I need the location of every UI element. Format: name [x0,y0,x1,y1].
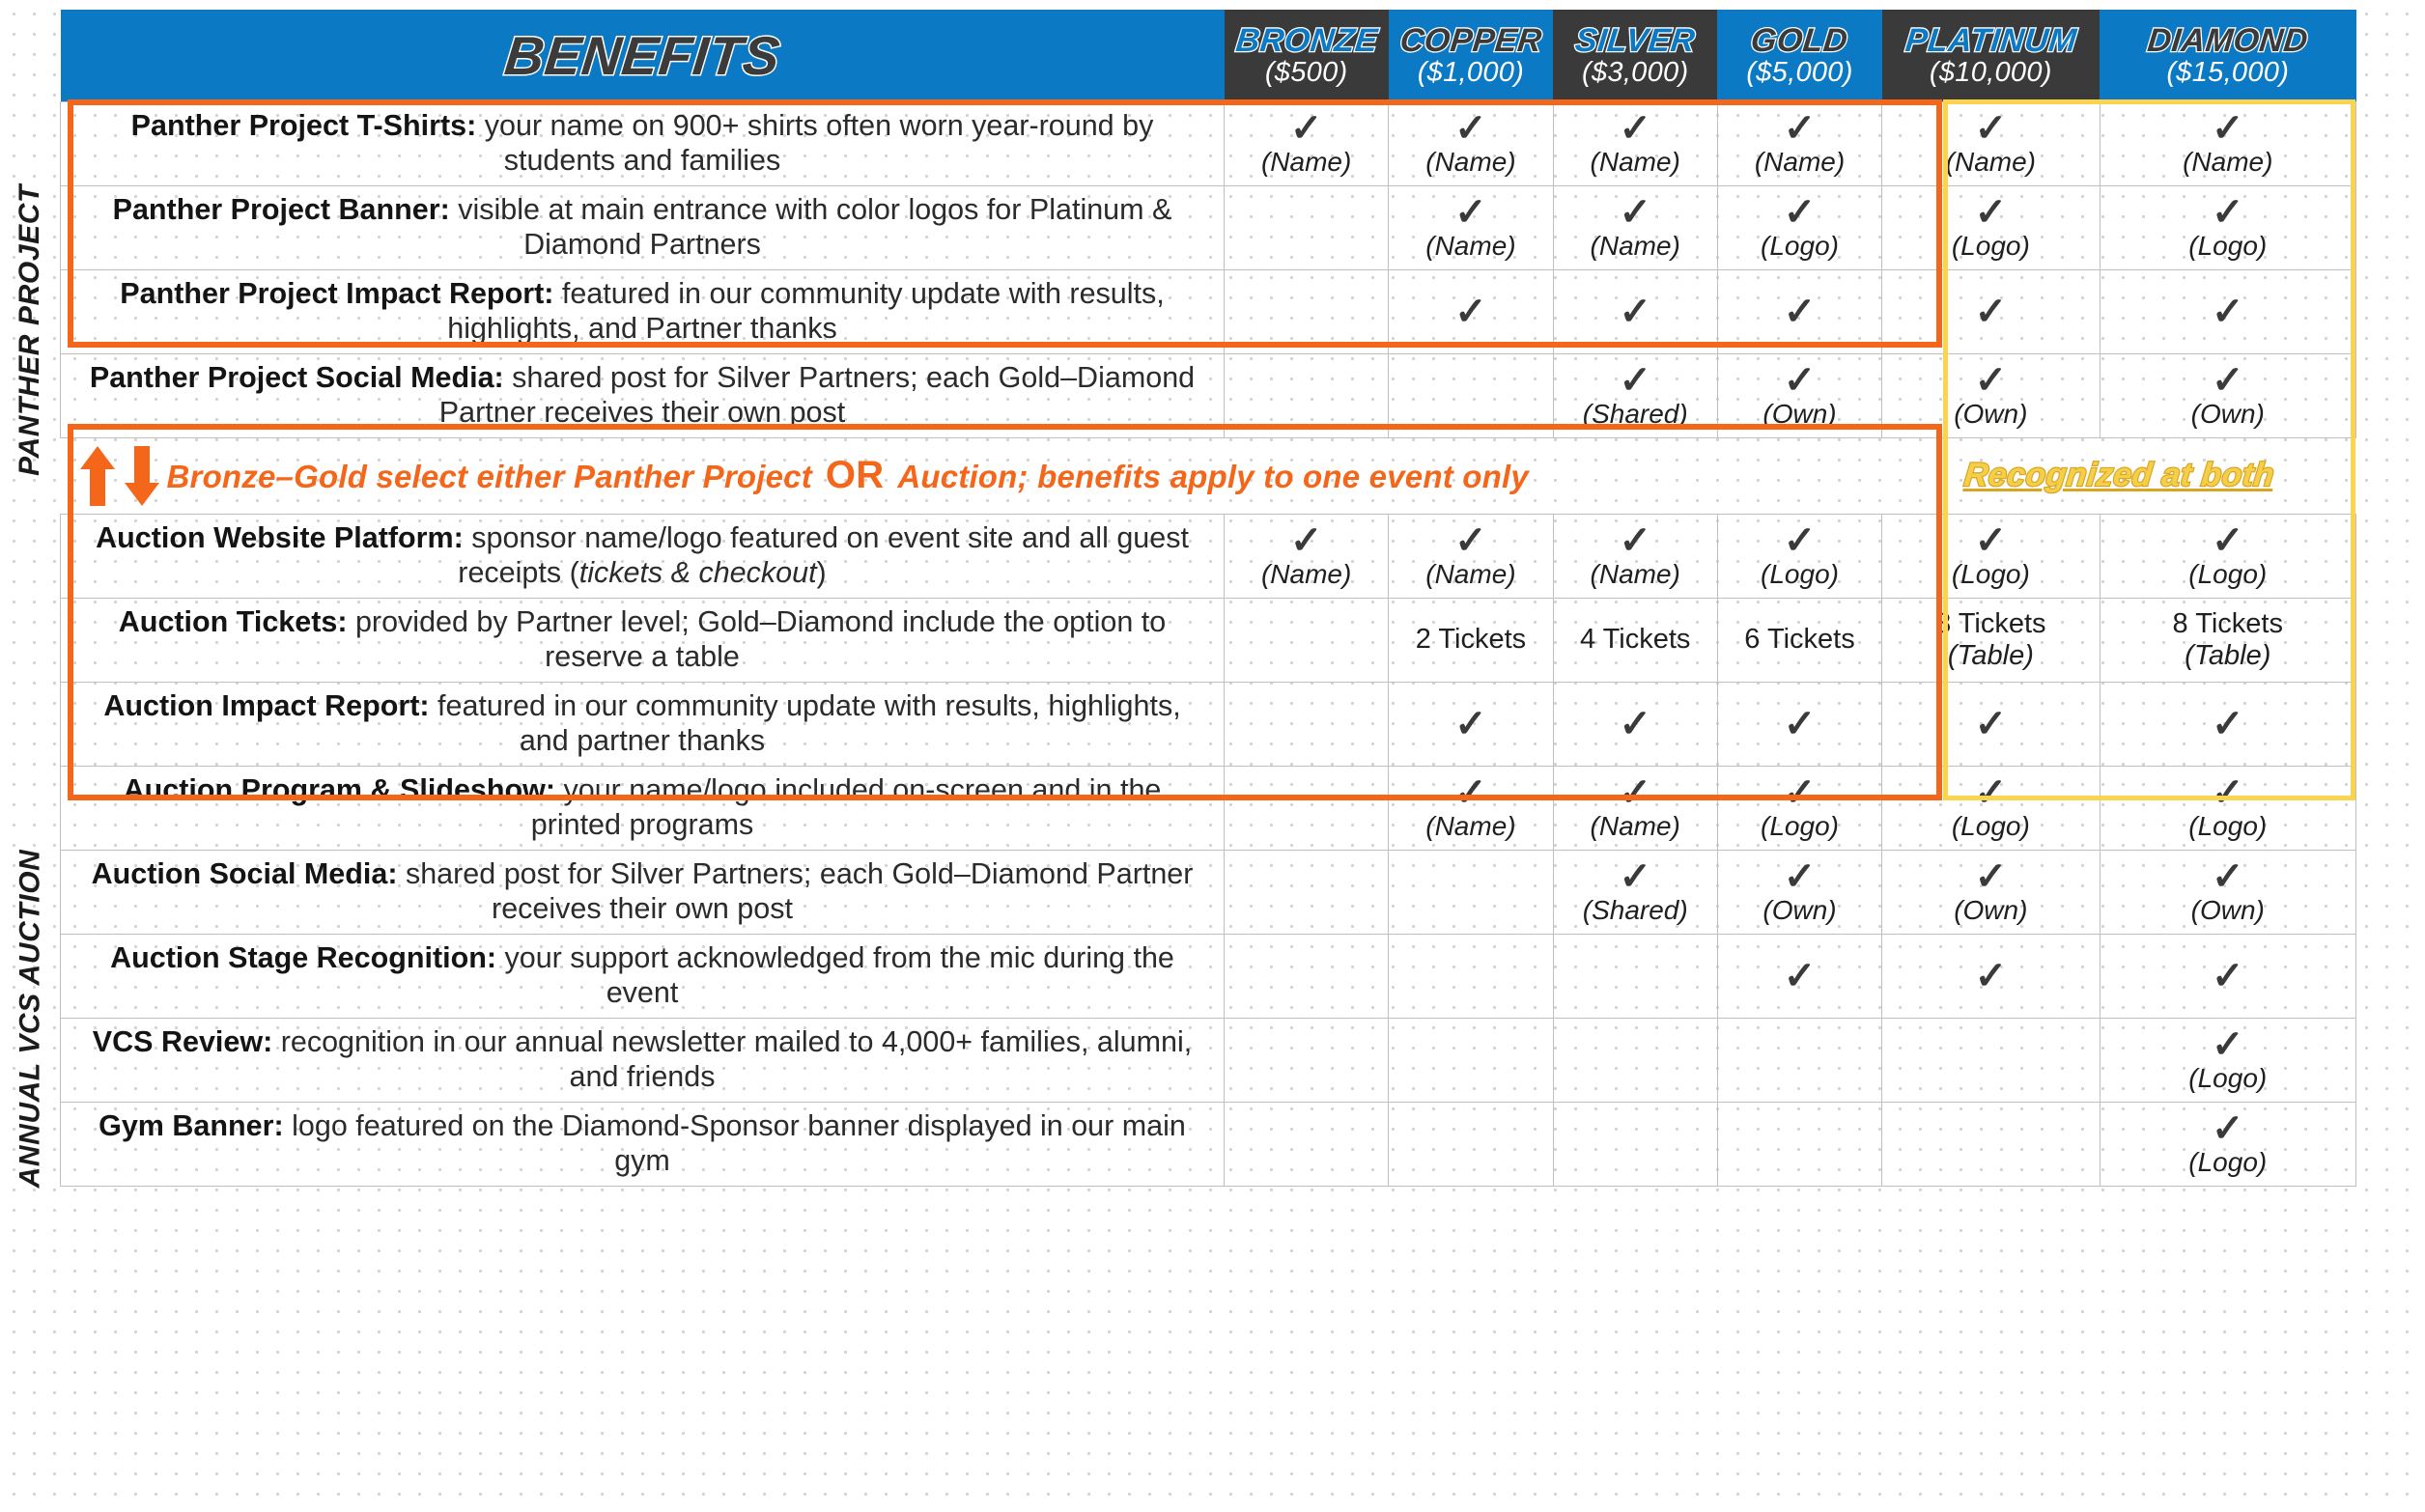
cell-copper [1389,766,1553,850]
benefit-body: featured in our community update with results, highlights, and Partner thanks [447,276,1165,345]
check-icon: ✓ [1974,771,2008,815]
cell-gold [1717,353,1881,437]
header-tier-bronze-price: ($500) [1264,56,1348,88]
table-row [61,766,2356,850]
cell-bronze [1225,934,1389,1018]
or-divider-row [61,437,2356,514]
cell-diamond [2100,1102,2355,1186]
recognized-at-both-label: Recognized at both [1961,457,2276,493]
table-row [61,850,2356,934]
table-row [61,353,2356,437]
table-row [61,1018,2356,1102]
cell-bronze [1225,766,1389,850]
cell-sublabel: (Own) [1762,895,1837,926]
cell-bronze [1225,682,1389,766]
header-tier-silver-price: ($3,000) [1582,56,1689,88]
cell-platinum [1882,353,2100,437]
check-icon: ✓ [2212,359,2244,403]
check-icon: ✓ [1619,290,1651,333]
cell-diamond [2100,598,2355,682]
benefit-desc-panther-social-media [61,353,1225,437]
check-icon: ✓ [1974,290,2008,333]
cell-diamond [2100,353,2355,437]
cell-copper [1389,1102,1553,1186]
benefit-title: Panther Project T-Shirts: [130,108,477,142]
header-tier-gold-price: ($5,000) [1746,56,1853,88]
cell-copper [1389,850,1553,934]
cell-silver [1553,185,1717,269]
benefit-desc-gym-banner [61,1102,1225,1186]
check-icon: ✓ [2212,702,2244,745]
check-icon: ✓ [1974,107,2008,151]
cell-silver [1553,598,1717,682]
check-icon: ✓ [1289,519,1323,563]
check-icon: ✓ [1783,702,1817,745]
check-icon: ✓ [1783,771,1817,815]
check-icon: ✓ [1619,359,1651,403]
header-tier-copper-price: ($1,000) [1417,56,1525,88]
updown-arrows [74,446,167,506]
cell-silver [1553,934,1717,1018]
benefit-body-italic: tickets & checkout [578,555,817,589]
cell-bronze [1225,850,1389,934]
arrow-down-icon [123,446,161,506]
check-icon: ✓ [1974,702,2008,745]
check-icon: ✓ [1619,855,1651,899]
cell-sublabel: (Logo) [1951,231,2030,262]
benefit-body: featured in our community update with results, highlights, and partner thanks [429,688,1181,757]
table-row [61,934,2356,1018]
cell-value: 6 Tickets [1744,624,1855,656]
cell-sublabel: (Name) [1590,811,1680,842]
cell-sublabel: (Logo) [1761,559,1839,590]
check-icon: ✓ [1454,107,1487,151]
cell-sublabel: (Name) [1754,147,1846,178]
table-row [61,185,2356,269]
benefit-desc-panther-tshirts [61,101,1225,185]
cell-sublabel: (Logo) [1951,811,2030,842]
cell-bronze [1225,101,1389,185]
cell-sublabel: (Logo) [2188,231,2268,262]
check-icon: ✓ [1454,290,1487,333]
cell-gold [1717,101,1881,185]
cell-copper [1389,185,1553,269]
benefit-body: your name on 900+ shirts often worn year-round by students and families [476,108,1154,177]
check-icon: ✓ [1619,702,1651,745]
benefit-title: Auction Impact Report: [103,688,430,722]
cell-sublabel: (Name) [1425,559,1516,590]
cell-diamond [2100,682,2355,766]
cell-sublabel: (Table) [2185,639,2271,671]
cell-platinum [1882,514,2100,598]
check-icon: ✓ [1974,359,2008,403]
arrow-up-icon [78,446,117,506]
section-label-panther-project-text: PANTHER PROJECT [14,183,45,476]
cell-value: 4 Tickets [1580,624,1691,656]
check-icon: ✓ [1783,954,1817,997]
check-icon: ✓ [1454,191,1487,235]
cell-gold [1717,766,1881,850]
header-tier-gold-name: GOLD [1749,21,1850,59]
benefits-matrix [60,10,2356,1187]
cell-diamond [2100,1018,2355,1102]
cell-platinum [1882,1018,2100,1102]
header-tier-platinum [1882,10,2100,101]
table-row [61,269,2356,353]
cell-platinum [1882,598,2100,682]
check-icon: ✓ [1454,771,1487,815]
cell-gold [1717,682,1881,766]
cell-sublabel: (Table) [1947,639,2034,671]
header-benefits-label: BENEFITS [501,24,783,86]
cell-platinum [1882,766,2100,850]
check-icon: ✓ [1974,855,2008,899]
benefits-matrix-wrapper [60,10,2416,1187]
cell-diamond [2100,101,2355,185]
cell-gold [1717,934,1881,1018]
check-icon: ✓ [1783,855,1817,899]
cell-sublabel: (Name) [1590,559,1680,590]
check-icon: ✓ [1783,519,1817,563]
header-tier-diamond [2100,10,2355,101]
cell-bronze [1225,1102,1389,1186]
benefit-title: Auction Website Platform: [96,520,464,554]
header-tier-bronze [1225,10,1389,101]
header-tier-platinum-price: ($10,000) [1929,56,2052,88]
cell-bronze [1225,353,1389,437]
cell-gold [1717,185,1881,269]
header-tier-platinum-name: PLATINUM [1903,21,2078,59]
cell-sublabel: (Name) [2183,147,2273,178]
check-icon: ✓ [2212,954,2244,997]
cell-value: 8 Tickets [1935,608,2046,640]
benefit-body: logo featured on the Diamond-Sponsor banner displayed in our main gym [283,1108,1186,1177]
cell-diamond [2100,850,2355,934]
section-label-annual-vcs-auction [0,666,60,1371]
benefit-desc-auction-tickets [61,598,1225,682]
cell-diamond [2100,934,2355,1018]
cell-silver [1553,269,1717,353]
benefit-desc-auction-website [61,514,1225,598]
benefit-title: VCS Review: [92,1024,273,1058]
table-row [61,514,2356,598]
cell-diamond [2100,269,2355,353]
header-tier-diamond-price: ($15,000) [2166,56,2290,88]
benefit-body: your name/logo included on-screen and in the printed programs [530,772,1162,841]
check-icon: ✓ [1974,954,2008,997]
cell-sublabel: (Name) [1425,147,1516,178]
cell-copper [1389,269,1553,353]
check-icon: ✓ [1619,191,1651,235]
cell-gold [1717,269,1881,353]
check-icon: ✓ [1619,771,1651,815]
cell-sublabel: (Name) [1945,147,2036,178]
section-label-panther-project [0,100,60,559]
cell-copper [1389,934,1553,1018]
benefit-body: shared post for Silver Partners; each Gold–Diamond Partner receives their own post [438,360,1196,429]
cell-bronze [1225,269,1389,353]
table-row [61,682,2356,766]
check-icon: ✓ [1454,519,1487,563]
check-icon: ✓ [2212,519,2244,563]
cell-gold [1717,850,1881,934]
benefit-body: visible at main entrance with color logos for Platinum & Diamond Partners [449,192,1172,261]
cell-silver [1553,682,1717,766]
cell-silver [1553,1018,1717,1102]
check-icon: ✓ [1783,107,1817,151]
check-icon: ✓ [2212,771,2244,815]
check-icon: ✓ [1783,191,1817,235]
check-icon: ✓ [2212,1023,2244,1067]
or-word: OR [825,454,885,496]
check-icon: ✓ [1974,191,2008,235]
benefit-title: Panther Project Impact Report: [120,276,554,310]
benefit-body-a: sponsor name/logo featured on event site and all guest receipts ( [458,520,1189,589]
or-text-after: Auction; benefits apply to one event only [897,459,1529,494]
cell-diamond [2100,766,2355,850]
benefit-body: your support acknowledged from the mic during the event [496,940,1174,1009]
benefit-title: Auction Social Media: [91,856,398,890]
or-divider-left [61,437,1882,514]
cell-silver [1553,101,1717,185]
cell-copper [1389,101,1553,185]
benefit-desc-panther-impact-report [61,269,1225,353]
benefit-body: recognition in our annual newsletter mailed to 4,000+ families, alumni, and friends [272,1024,1193,1093]
cell-copper [1389,353,1553,437]
cell-sublabel: (Shared) [1582,895,1688,926]
section-label-annual-vcs-auction-text: ANNUAL VCS AUCTION [14,849,45,1189]
cell-sublabel: (Name) [1590,147,1680,178]
cell-gold [1717,1018,1881,1102]
cell-sublabel: (Logo) [2188,1063,2268,1094]
benefit-desc-auction-stage-recognition [61,934,1225,1018]
benefit-desc-auction-social-media [61,850,1225,934]
cell-silver [1553,353,1717,437]
cell-platinum [1882,101,2100,185]
check-icon: ✓ [1619,519,1651,563]
benefit-desc-auction-impact-report [61,682,1225,766]
or-divider-text [167,454,1529,497]
cell-silver [1553,514,1717,598]
cell-sublabel: (Logo) [1761,811,1839,842]
benefit-title: Panther Project Social Media: [89,360,504,394]
check-icon: ✓ [1619,107,1651,151]
header-tier-diamond-name: DIAMOND [2145,21,2310,59]
benefit-body: provided by Partner level; Gold–Diamond include the option to reserve a table [347,604,1167,673]
cell-copper [1389,598,1553,682]
table-row [61,598,2356,682]
cell-silver [1553,766,1717,850]
benefit-body: shared post for Silver Partners; each Gold–Diamond Partner receives their own post [397,856,1194,925]
cell-sublabel: (Own) [2190,399,2265,430]
benefit-title: Gym Banner: [99,1108,284,1142]
check-icon: ✓ [2212,1107,2244,1151]
header-tier-gold [1717,10,1881,101]
cell-platinum [1882,934,2100,1018]
recognized-at-both-cell [1882,437,2356,514]
cell-platinum [1882,185,2100,269]
header-tier-copper [1389,10,1553,101]
cell-bronze [1225,514,1389,598]
cell-value: 8 Tickets [2172,608,2283,640]
cell-sublabel: (Logo) [2188,811,2268,842]
benefit-title: Auction Program & Slideshow: [123,772,556,806]
cell-sublabel: (Name) [1260,147,1352,178]
cell-platinum [1882,269,2100,353]
benefit-desc-auction-program-slideshow [61,766,1225,850]
check-icon: ✓ [2212,290,2244,333]
header-benefits [61,10,1225,101]
cell-copper [1389,1018,1553,1102]
cell-sublabel: (Own) [1954,895,2028,926]
benefit-desc-panther-banner [61,185,1225,269]
cell-copper [1389,682,1553,766]
cell-sublabel: (Name) [1590,231,1680,262]
cell-sublabel: (Own) [1762,399,1837,430]
cell-sublabel: (Own) [2190,895,2265,926]
cell-silver [1553,850,1717,934]
benefit-title: Auction Tickets: [118,604,348,638]
benefit-title: Panther Project Banner: [112,192,450,226]
cell-gold [1717,1102,1881,1186]
table-row [61,1102,2356,1186]
check-icon: ✓ [1783,359,1817,403]
cell-platinum [1882,1102,2100,1186]
cell-sublabel: (Name) [1425,811,1516,842]
cell-diamond [2100,514,2355,598]
cell-sublabel: (Own) [1954,399,2028,430]
check-icon: ✓ [1289,107,1323,151]
cell-diamond [2100,185,2355,269]
cell-gold [1717,514,1881,598]
header-tier-bronze-name: BRONZE [1233,21,1379,59]
header-tier-silver-name: SILVER [1573,21,1698,59]
check-icon: ✓ [2212,107,2244,151]
check-icon: ✓ [1454,702,1487,745]
cell-sublabel: (Name) [1425,231,1516,262]
check-icon: ✓ [1974,519,2008,563]
cell-platinum [1882,850,2100,934]
cell-silver [1553,1102,1717,1186]
benefit-desc-vcs-review [61,1018,1225,1102]
cell-sublabel: (Shared) [1582,399,1688,430]
cell-sublabel: (Logo) [2188,559,2268,590]
table-header-row [61,10,2356,101]
or-text-before: Bronze–Gold select either Panther Project [166,459,812,494]
check-icon: ✓ [2212,191,2244,235]
cell-platinum [1882,682,2100,766]
cell-sublabel: (Logo) [2188,1147,2268,1178]
table-row [61,101,2356,185]
cell-sublabel: (Logo) [1761,231,1839,262]
cell-value: 2 Tickets [1415,624,1527,656]
cell-gold [1717,598,1881,682]
check-icon: ✓ [1783,290,1817,333]
cell-bronze [1225,185,1389,269]
benefit-body-b: ) [816,555,827,589]
cell-bronze [1225,598,1389,682]
header-tier-silver [1553,10,1717,101]
header-tier-copper-name: COPPER [1397,21,1544,59]
cell-sublabel: (Name) [1260,559,1352,590]
check-icon: ✓ [2212,855,2244,899]
cell-sublabel: (Logo) [1951,559,2030,590]
cell-copper [1389,514,1553,598]
benefit-title: Auction Stage Recognition: [110,940,497,974]
cell-bronze [1225,1018,1389,1102]
